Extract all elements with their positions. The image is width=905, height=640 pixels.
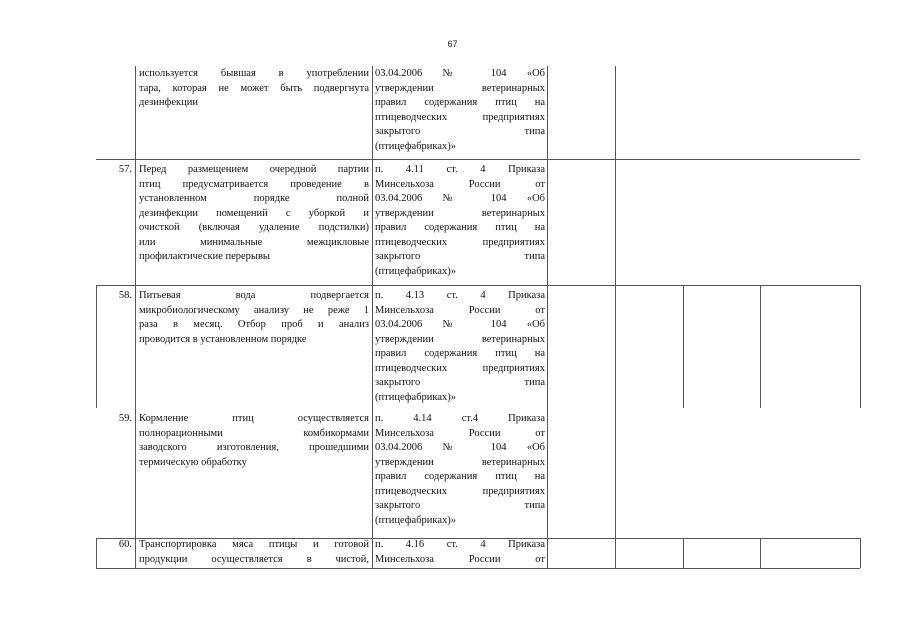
row-separator [96,568,860,569]
row-legal-reference: 03.04.2006 № 104 «Об утверждении ветеринарных правил содержания птиц на птицеводческих предприятиях закрытого типа (птицефабриках)» [375,68,545,152]
page-number: 67 [447,39,458,49]
row-number: 57. [118,164,132,175]
column-border [615,66,616,568]
column-border [96,285,97,408]
row-legal-reference: п. 4.14 ст.4 Приказа Минсельхоза России от 03.04.2006 № 104 «Об утверждении ветеринарных правил содержания птиц на птицеводческих предприятиях закрытого типа (птицефабриках)» [375,413,545,526]
row-description: Питьевая вода подвергается микробиологическому анализу не реже 1 раза в месяц. Отбор проб и анализ проводится в установленном порядке [139,290,369,345]
column-border [372,66,373,568]
column-border [860,285,861,408]
row-separator [96,159,860,160]
row-number: 59. [118,413,132,424]
row-legal-reference: п. 4.13 ст. 4 Приказа Минсельхоза России от 03.04.2006 № 104 «Об утверждении ветеринарных правил содержания птиц на птицеводческих предприятиях закрытого типа (птицефабриках)» [375,290,545,403]
column-border [760,285,761,408]
column-border [96,538,97,568]
column-border [135,66,136,568]
row-description: используется бывшая в употреблении тара, которая не может быть подвергнута дезинфекции [139,68,369,108]
row-description: Перед размещением очередной партии птиц предусматривается проведение в установленном порядке полной дезинфекции помещений с уборкой и очисткой (включая удаление подстилки) или минимальные межцикловые профилактические перерывы [139,164,369,262]
row-legal-reference: п. 4.16 ст. 4 Приказа Минсельхоза России от [375,539,545,565]
column-border [683,538,684,568]
row-number: 58. [118,290,132,301]
column-border [860,538,861,568]
column-border [760,538,761,568]
row-legal-reference: п. 4.11 ст. 4 Приказа Минсельхоза России от 03.04.2006 № 104 «Об утверждении ветеринарных правил содержания птиц на птицеводческих предприятиях закрытого типа (птицефабриках)» [375,164,545,277]
column-border [547,66,548,568]
row-description: Кормление птиц осуществляется полнорационными комбикормами заводского изготовления, прошедшими термическую обработку [139,413,369,468]
row-description: Транспортировка мяса птицы и готовой продукции осуществляется в чистой, [139,539,369,565]
row-separator [96,285,860,286]
row-number: 60. [118,539,132,550]
column-border [683,285,684,408]
